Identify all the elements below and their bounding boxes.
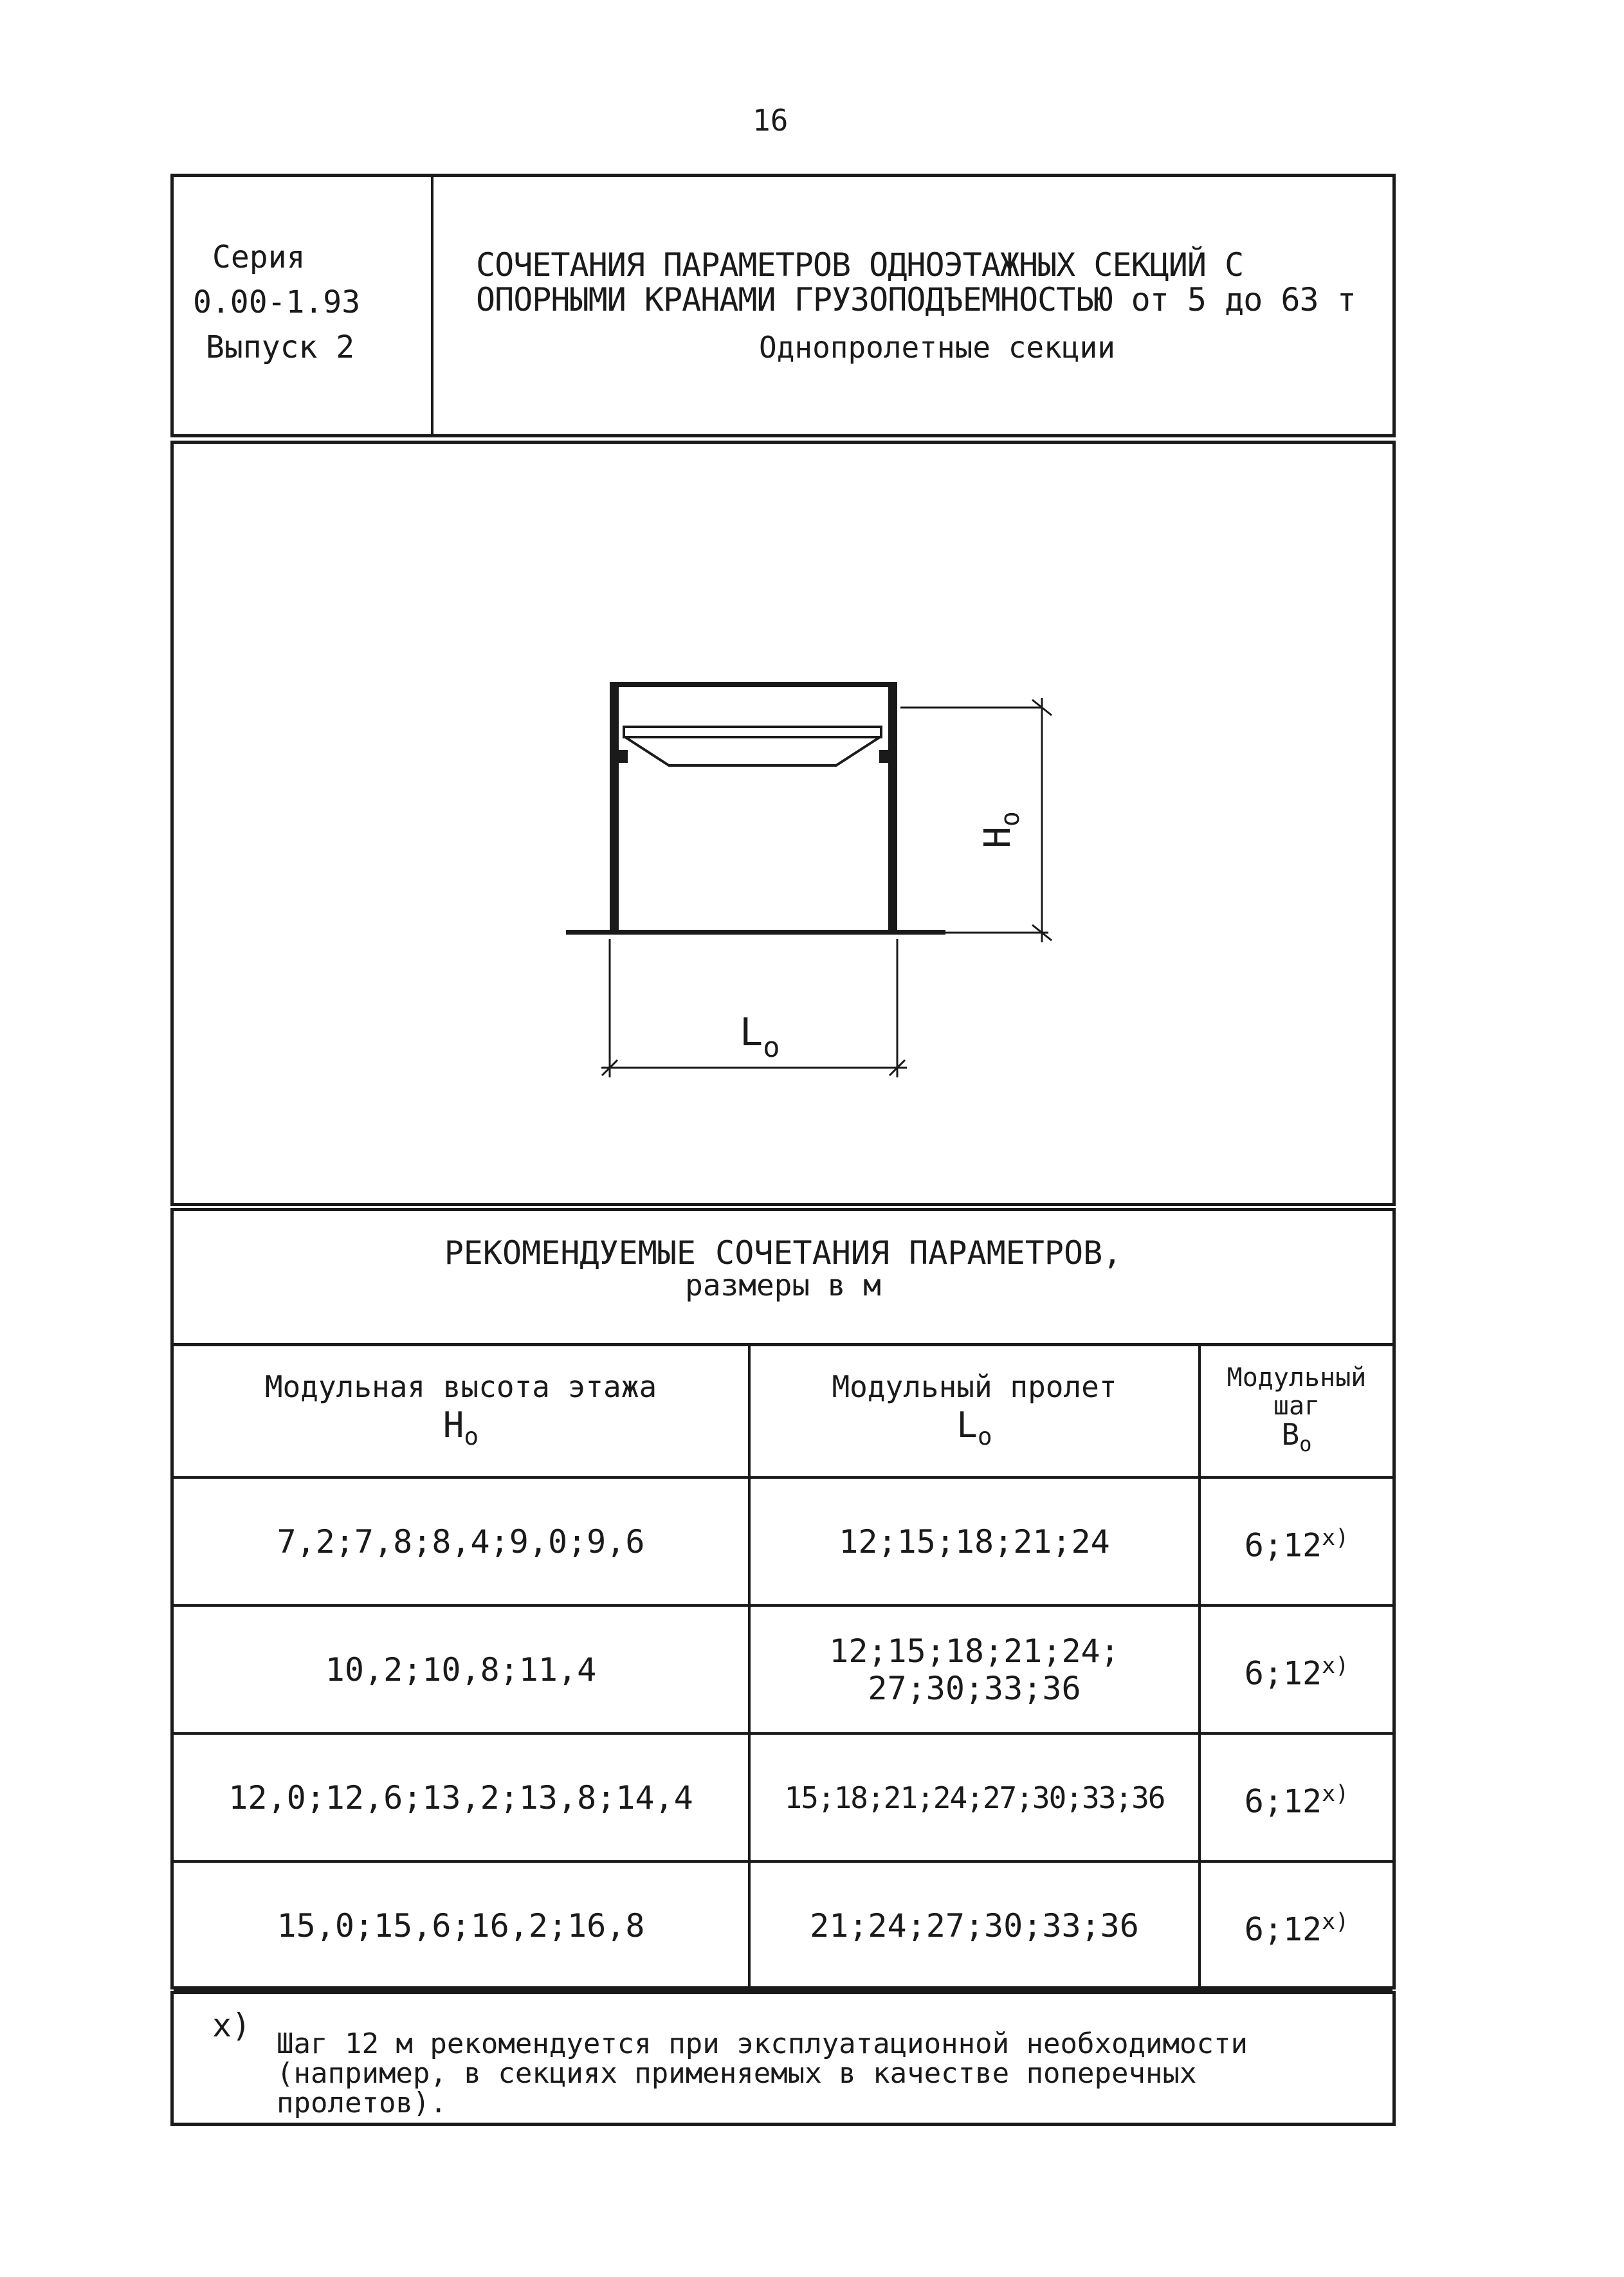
- height-label: $H_o$: [977, 811, 1025, 848]
- left-column: [610, 682, 619, 933]
- span-dimension: [601, 939, 907, 1077]
- document-title-block: [476, 248, 1376, 365]
- parameters-table-panel: [170, 1208, 1396, 1989]
- cell-step: 6;12$^{x)}$: [1200, 1861, 1392, 1989]
- cell-span: 15;18;21;24;27;30;33;36: [749, 1733, 1200, 1861]
- crane: [619, 727, 888, 765]
- parameters-table: [174, 1343, 1392, 1991]
- column-header-step: Модульный шаг $B_o$: [1200, 1345, 1392, 1478]
- cell-span: 12;15;18;21;24: [749, 1477, 1200, 1605]
- table-row: [174, 1605, 1392, 1733]
- right-column: [888, 682, 897, 933]
- cell-span: 12;15;18;21;24; 27;30;33;36: [749, 1605, 1200, 1733]
- cell-step: 6;12$^{x)}$: [1200, 1605, 1392, 1733]
- height-dimension: [900, 698, 1052, 942]
- cell-step: 6;12$^{x)}$: [1200, 1477, 1392, 1605]
- title-block: [170, 174, 1396, 437]
- ground-line: [566, 930, 945, 935]
- table-row: [174, 1733, 1392, 1861]
- document-subtitle: Однопролетные секции: [759, 330, 1115, 365]
- page-number: 16: [753, 103, 789, 138]
- span-label: $L_o$: [740, 1010, 780, 1064]
- roof-beam: [610, 682, 897, 687]
- table-title: [174, 1234, 1392, 1303]
- footnote-mark: x): [212, 2007, 251, 2044]
- table-row: [174, 1477, 1392, 1605]
- cell-height: 7,2;7,8;8,4;9,0;9,6: [174, 1477, 749, 1605]
- column-header-span: Модульный пролет $L_o$: [749, 1345, 1200, 1478]
- table-units: размеры в м: [685, 1268, 881, 1303]
- footnote-text: Шаг 12 м рекомендуется при эксплуатационной необходимости (например, в секциях применяемых в качестве поперечных пролетов).: [277, 2027, 1248, 2119]
- document-title: СОЧЕТАНИЯ ПАРАМЕТРОВ ОДНОЭТАЖНЫХ СЕКЦИЙ С ОПОРНЫМИ КРАНАМИ ГРУЗОПОДЪЕМНОСТЬЮ от 5 до 63 т: [476, 246, 1356, 318]
- section-drawing: [174, 444, 1392, 1203]
- table-row: [174, 1861, 1392, 1989]
- cell-height: 12,0;12,6;13,2;13,8;14,4: [174, 1733, 749, 1861]
- series-label: Серия: [212, 239, 306, 275]
- series-info: [193, 235, 412, 370]
- column-header-height: Модульная высота этажа $H_o$: [174, 1345, 749, 1478]
- table-title-text: РЕКОМЕНДУЕМЫЕ СОЧЕТАНИЯ ПАРАМЕТРОВ,: [444, 1234, 1122, 1272]
- table-header-row: [174, 1345, 1392, 1478]
- cell-span: 21;24;27;30;33;36: [749, 1861, 1200, 1989]
- issue-label: Выпуск 2: [206, 329, 355, 365]
- cell-step: 6;12$^{x)}$: [1200, 1733, 1392, 1861]
- cell-height: 10,2;10,8;11,4: [174, 1605, 749, 1733]
- cell-height: 15,0;15,6;16,2;16,8: [174, 1861, 749, 1989]
- header-divider: [431, 177, 433, 434]
- footnote-panel: [170, 1991, 1396, 2126]
- section-drawing-panel: [170, 441, 1396, 1206]
- series-number: 0.00-1.93: [193, 284, 361, 320]
